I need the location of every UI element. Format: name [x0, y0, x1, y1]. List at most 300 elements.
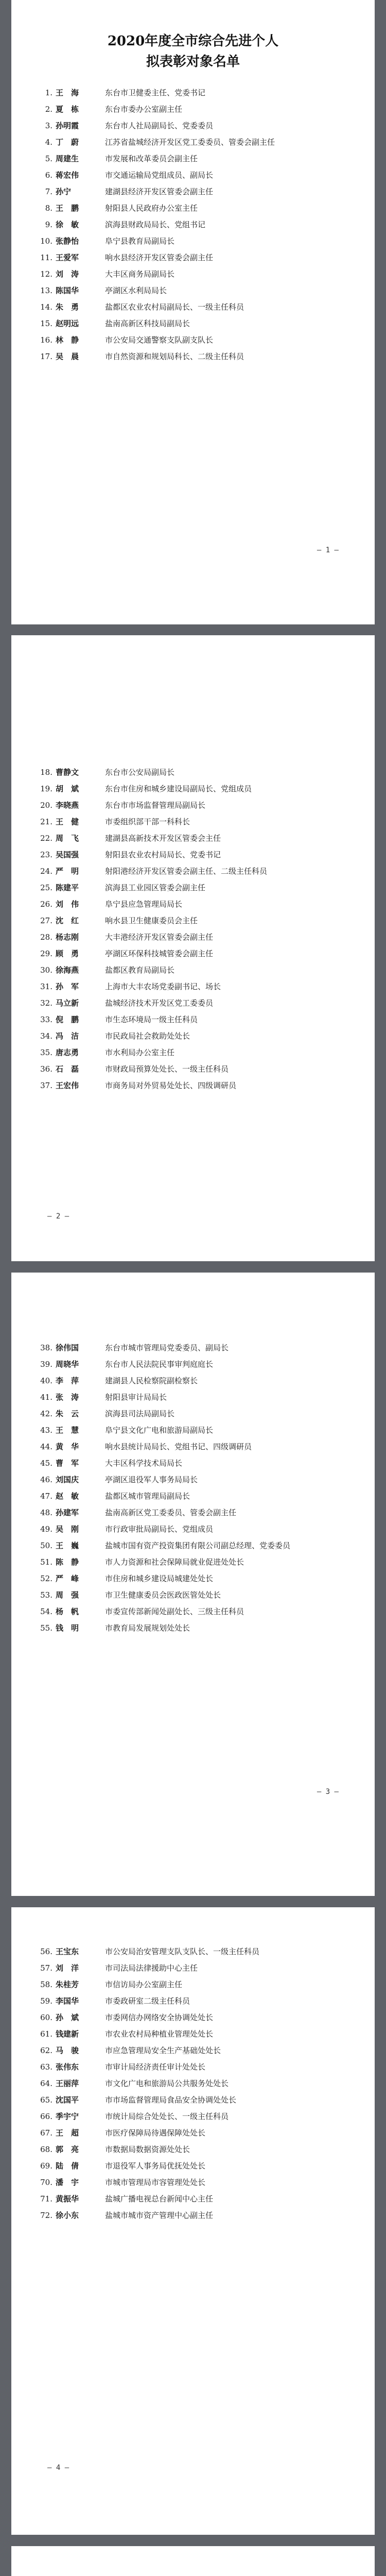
person-name: 黄振华	[56, 2194, 79, 2204]
list-item	[32, 1521, 354, 1537]
list-item	[32, 1976, 354, 1993]
person-role: 市住房和城乡建设局城建处处长	[105, 1574, 214, 1583]
list-item	[32, 1372, 354, 1389]
item-number: 59.	[40, 1996, 52, 2006]
list-item	[32, 233, 354, 249]
list-item	[32, 1620, 354, 1636]
item-number: 41.	[40, 1393, 52, 1402]
person-name: 张 涛	[56, 1393, 79, 1402]
item-number: 23.	[40, 850, 52, 859]
list-item	[32, 2158, 354, 2174]
person-role: 盐都区农业农村局副局长、一级主任科员	[105, 302, 244, 312]
name-list	[32, 1943, 354, 2224]
name-list	[32, 84, 354, 365]
item-number: 17.	[40, 352, 52, 361]
person-name: 石 磊	[56, 1064, 79, 1074]
person-name: 马 骏	[56, 2046, 79, 2055]
person-role: 市农业农村局种植业管理处处长	[105, 2029, 214, 2039]
person-name: 陈国华	[56, 286, 79, 295]
list-item	[32, 830, 354, 846]
person-name: 孙明霞	[56, 121, 79, 130]
person-name: 王 健	[56, 817, 79, 826]
list-item	[32, 315, 354, 332]
person-name: 林 静	[56, 335, 79, 345]
list-item	[32, 945, 354, 962]
person-name: 曹 军	[56, 1459, 79, 1468]
item-number: 57.	[40, 1963, 52, 1973]
person-role: 市审计局经济责任审计处处长	[105, 2062, 206, 2072]
list-item	[32, 1587, 354, 1603]
item-number: 44.	[40, 1442, 52, 1451]
person-role: 市委组织部干部一科科长	[105, 817, 190, 826]
list-item	[32, 134, 354, 150]
person-role: 市行政审批局副局长、党组成员	[105, 1524, 214, 1534]
person-name: 严 峰	[56, 1574, 79, 1583]
person-name: 刘国庆	[56, 1475, 79, 1484]
list-item	[32, 183, 354, 200]
person-name: 潘 宇	[56, 2178, 79, 2187]
list-item	[32, 846, 354, 863]
person-role: 亭湖区水利局局长	[105, 286, 167, 295]
person-name: 黄 华	[56, 1442, 79, 1451]
person-role: 阜宁县应急管理局局长	[105, 900, 183, 909]
item-number: 65.	[40, 2095, 52, 2105]
document-page-3	[11, 1273, 375, 1896]
person-role: 市自然资源和规划局科长、二级主任科员	[105, 352, 244, 361]
person-role: 滨海县司法局副局长	[105, 1409, 175, 1418]
person-role: 响水县经济开发区管委会副主任	[105, 253, 214, 262]
person-name: 王 海	[56, 88, 79, 97]
person-role: 市数据局数据资源处处长	[105, 2145, 190, 2154]
document-title: 2020年度全市综合先进个人	[107, 33, 279, 49]
person-role: 市信访局办公室副主任	[105, 1980, 183, 1989]
person-name: 杨志刚	[56, 933, 79, 942]
item-number: 14.	[40, 302, 52, 312]
item-number: 11.	[40, 253, 52, 262]
person-role: 亭湖区环保科技城管委会副主任	[105, 949, 214, 958]
person-role: 东台市城市管理局党委委员、副局长	[105, 1343, 229, 1352]
person-name: 孙宁	[56, 187, 72, 196]
person-role: 盐城经济技术开发区党工委委员	[105, 998, 214, 1008]
person-name: 周 强	[56, 1590, 79, 1600]
person-name: 沈 红	[56, 916, 79, 925]
list-item	[32, 299, 354, 315]
person-role: 响水县统计局局长、党组书记、四级调研员	[105, 1442, 252, 1451]
person-name: 陈 静	[56, 1557, 79, 1567]
name-list	[32, 1340, 354, 1636]
item-number: 5.	[45, 154, 52, 163]
person-name: 吴 刚	[56, 1524, 79, 1534]
person-role: 市城市管理局市容管理处处长	[105, 2178, 206, 2187]
list-item	[32, 2026, 354, 2042]
list-item	[32, 912, 354, 929]
person-name: 王 鹏	[56, 204, 79, 213]
document-page-2	[11, 635, 375, 1261]
item-number: 6.	[45, 171, 52, 180]
item-number: 20.	[40, 801, 52, 810]
person-role: 市统计局综合处处长、一级主任科员	[105, 2112, 229, 2121]
item-number: 27.	[40, 916, 52, 925]
person-name: 胡 斌	[56, 784, 79, 793]
person-role: 盐南高新区党工委委员、管委会副主任	[105, 1508, 237, 1517]
person-name: 孙 军	[56, 982, 79, 991]
list-item	[32, 1340, 354, 1356]
list-item	[32, 84, 354, 101]
person-role: 市财政局预算处处长、一级主任科员	[105, 1064, 229, 1074]
document-subtitle: 拟表彰对象名单	[146, 54, 240, 70]
list-item	[32, 1356, 354, 1372]
person-role: 市退役军人事务局优抚处处长	[105, 2161, 206, 2171]
document-page-5	[11, 2546, 375, 2576]
item-number: 15.	[40, 319, 52, 328]
person-name: 钱 明	[56, 1623, 79, 1633]
person-role: 市公安局治安管理支队支队长、一级主任科员	[105, 1947, 260, 1956]
item-number: 49.	[40, 1524, 52, 1534]
list-item	[32, 1537, 354, 1554]
list-item	[32, 332, 354, 348]
list-item	[32, 1603, 354, 1620]
list-item	[32, 1943, 354, 1960]
person-name: 孙建军	[56, 1508, 79, 1517]
list-item	[32, 1993, 354, 2009]
list-item	[32, 2207, 354, 2224]
person-role: 市人力资源和社会保障局就业促进处处长	[105, 1557, 244, 1567]
item-number: 45.	[40, 1459, 52, 1468]
person-name: 丁 蔚	[56, 138, 79, 147]
person-role: 建湖县经济开发区管委会副主任	[105, 187, 214, 196]
list-item	[32, 282, 354, 299]
list-item	[32, 2075, 354, 2092]
person-name: 王丽萍	[56, 2079, 79, 2088]
person-role: 亭湖区退役军人事务局局长	[105, 1475, 198, 1484]
person-name: 徐小东	[56, 2211, 79, 2220]
list-item	[32, 1488, 354, 1504]
person-role: 阜宁县教育局副局长	[105, 236, 175, 246]
item-number: 1.	[45, 88, 52, 97]
item-number: 52.	[40, 1574, 52, 1583]
person-role: 盐城市城市资产管理中心副主任	[105, 2211, 214, 2220]
item-number: 68.	[40, 2145, 52, 2154]
person-name: 蒋宏伟	[56, 171, 79, 180]
page-number: — 3 —	[317, 1788, 339, 1796]
list-item	[32, 2092, 354, 2108]
person-name: 徐伟国	[56, 1343, 79, 1352]
item-number: 69.	[40, 2161, 52, 2171]
list-item	[32, 781, 354, 797]
item-number: 32.	[40, 998, 52, 1008]
person-name: 李 萍	[56, 1376, 79, 1385]
item-number: 16.	[40, 335, 52, 345]
list-item	[32, 2059, 354, 2075]
item-number: 51.	[40, 1557, 52, 1567]
person-role: 东台市委办公室副主任	[105, 105, 183, 114]
person-role: 阜宁县文化广电和旅游局副局长	[105, 1426, 214, 1435]
document-page-1	[11, 0, 375, 624]
item-number: 4.	[45, 138, 52, 147]
person-role: 市发展和改革委员会副主任	[105, 154, 198, 163]
person-role: 市市场监督管理局食品安全协调处处长	[105, 2095, 237, 2105]
list-item	[32, 1028, 354, 1044]
list-item	[32, 266, 354, 282]
person-role: 射阳县审计局局长	[105, 1393, 167, 1402]
person-role: 滨海县财政局局长、党组书记	[105, 220, 206, 229]
item-number: 2.	[45, 105, 52, 114]
list-item	[32, 1438, 354, 1455]
list-item	[32, 216, 354, 233]
item-number: 24.	[40, 867, 52, 876]
person-name: 刘 涛	[56, 269, 79, 279]
item-number: 50.	[40, 1541, 52, 1550]
list-item	[32, 797, 354, 814]
person-role: 市公安局交通警察支队副支队长	[105, 335, 214, 345]
item-number: 60.	[40, 2013, 52, 2022]
list-item	[32, 863, 354, 879]
list-item	[32, 249, 354, 266]
list-item	[32, 200, 354, 216]
person-role: 东台市住房和城乡建设局副局长、党组成员	[105, 784, 252, 793]
item-number: 71.	[40, 2194, 52, 2204]
item-number: 13.	[40, 286, 52, 295]
person-name: 王 超	[56, 2128, 79, 2138]
person-name: 徐 敏	[56, 220, 79, 229]
person-role: 建湖县高新技术开发区管委会主任	[105, 834, 221, 843]
list-item	[32, 814, 354, 830]
item-number: 33.	[40, 1015, 52, 1024]
item-number: 9.	[45, 220, 52, 229]
person-name: 王宏伟	[56, 1081, 79, 1090]
person-name: 陈建平	[56, 883, 79, 892]
person-role: 市卫生健康委员会医政医管处处长	[105, 1590, 221, 1600]
person-role: 市医疗保障局待遇保障处处长	[105, 2128, 206, 2138]
item-number: 64.	[40, 2079, 52, 2088]
person-name: 周晓华	[56, 1360, 79, 1369]
person-name: 郭 亮	[56, 2145, 79, 2154]
list-item	[32, 2174, 354, 2191]
item-number: 56.	[40, 1947, 52, 1956]
person-name: 吴 晨	[56, 352, 79, 361]
person-name: 朱 云	[56, 1409, 79, 1418]
person-name: 王爱军	[56, 253, 79, 262]
item-number: 40.	[40, 1376, 52, 1385]
item-number: 18.	[40, 768, 52, 777]
person-role: 射阳县农业农村局局长、党委书记	[105, 850, 221, 859]
list-item	[32, 2191, 354, 2207]
person-role: 市生态环境局一级主任科员	[105, 1015, 198, 1024]
item-number: 7.	[45, 187, 52, 196]
item-number: 22.	[40, 834, 52, 843]
item-number: 62.	[40, 2046, 52, 2055]
person-role: 市民政局社会救助处处长	[105, 1031, 190, 1041]
person-name: 顾 勇	[56, 949, 79, 958]
list-item	[32, 1077, 354, 1094]
person-name: 朱 勇	[56, 302, 79, 312]
item-number: 67.	[40, 2128, 52, 2138]
item-number: 3.	[45, 121, 52, 130]
list-item	[32, 764, 354, 781]
person-name: 李晓燕	[56, 801, 79, 810]
person-role: 市委宣传部新闻处副处长、三级主任科员	[105, 1607, 244, 1616]
person-name: 王 慧	[56, 1426, 79, 1435]
page-number: — 1 —	[317, 546, 339, 554]
person-role: 大丰港经济开发区管委会副主任	[105, 933, 214, 942]
person-role: 东台市人社局副局长、党委委员	[105, 121, 214, 130]
name-list	[32, 764, 354, 1094]
person-role: 盐城广播电视总台新闻中心主任	[105, 2194, 214, 2204]
person-name: 冯 洁	[56, 1031, 79, 1041]
person-name: 张静怡	[56, 236, 79, 246]
item-number: 70.	[40, 2178, 52, 2187]
list-item	[32, 348, 354, 365]
person-name: 赵 敏	[56, 1492, 79, 1501]
item-number: 63.	[40, 2062, 52, 2072]
item-number: 19.	[40, 784, 52, 793]
person-name: 张伟东	[56, 2062, 79, 2072]
person-role: 盐城市国有资产投资集团有限公司副总经理、党委委员	[105, 1541, 291, 1550]
person-role: 东台市卫健委主任、党委书记	[105, 88, 206, 97]
list-item	[32, 929, 354, 945]
person-role: 东台市人民法院民事审判庭庭长	[105, 1360, 214, 1369]
person-role: 市应急管理局安全生产基础处处长	[105, 2046, 221, 2055]
list-item	[32, 1455, 354, 1471]
item-number: 72.	[40, 2211, 52, 2220]
list-item	[32, 1471, 354, 1488]
list-item	[32, 117, 354, 134]
item-number: 8.	[45, 204, 52, 213]
person-name: 徐海燕	[56, 965, 79, 975]
list-item	[32, 1504, 354, 1521]
person-name: 沈国平	[56, 2095, 79, 2105]
item-number: 38.	[40, 1343, 52, 1352]
person-name: 刘 洋	[56, 1963, 79, 1973]
person-name: 赵明远	[56, 319, 79, 328]
person-name: 唐志勇	[56, 1048, 79, 1057]
item-number: 53.	[40, 1590, 52, 1600]
list-item	[32, 101, 354, 117]
person-role: 市商务局对外贸易处处长、四级调研员	[105, 1081, 237, 1090]
item-number: 12.	[40, 269, 52, 279]
person-name: 周 飞	[56, 834, 79, 843]
person-name: 季宇宁	[56, 2112, 79, 2121]
list-item	[32, 962, 354, 978]
person-role: 射阳港经济开发区管委会副主任、二级主任科员	[105, 867, 268, 876]
person-role: 建湖县人民检察院副检察长	[105, 1376, 198, 1385]
person-role: 射阳县人民政府办公室主任	[105, 204, 198, 213]
person-role: 上海市大丰农场党委副书记、场长	[105, 982, 221, 991]
list-item	[32, 1044, 354, 1061]
list-item	[32, 896, 354, 912]
list-item	[32, 2141, 354, 2158]
person-name: 吴国强	[56, 850, 79, 859]
person-role: 盐都区城市管理局副局长	[105, 1492, 190, 1501]
list-item	[32, 2108, 354, 2125]
person-name: 王宝东	[56, 1947, 79, 1956]
item-number: 66.	[40, 2112, 52, 2121]
person-role: 市委政研室二级主任科员	[105, 1996, 190, 2006]
person-role: 市水利局办公室主任	[105, 1048, 175, 1057]
item-number: 25.	[40, 883, 52, 892]
list-item	[32, 2009, 354, 2026]
person-name: 李国华	[56, 1996, 79, 2006]
person-name: 刘 伟	[56, 900, 79, 909]
list-item	[32, 1422, 354, 1438]
person-role: 市文化广电和旅游局公共服务处处长	[105, 2079, 229, 2088]
item-number: 29.	[40, 949, 52, 958]
page-number: — 2 —	[47, 1212, 69, 1221]
item-number: 10.	[40, 236, 52, 246]
list-item	[32, 1960, 354, 1976]
item-number: 47.	[40, 1492, 52, 1501]
person-name: 王 巍	[56, 1541, 79, 1550]
list-item	[32, 1554, 354, 1570]
person-role: 东台市公安局副局长	[105, 768, 175, 777]
item-number: 26.	[40, 900, 52, 909]
list-item	[32, 2042, 354, 2059]
item-number: 21.	[40, 817, 52, 826]
person-name: 夏 栋	[56, 105, 79, 114]
person-name: 孙 斌	[56, 2013, 79, 2022]
person-name: 朱桂芳	[56, 1980, 79, 1989]
item-number: 35.	[40, 1048, 52, 1057]
item-number: 54.	[40, 1607, 52, 1616]
person-role: 江苏省盐城经济开发区党工委委员、管委会副主任	[105, 138, 275, 147]
person-name: 马立新	[56, 998, 79, 1008]
item-number: 42.	[40, 1409, 52, 1418]
person-name: 严 明	[56, 867, 79, 876]
list-item	[32, 1405, 354, 1422]
page-number: — 4 —	[47, 2464, 69, 2472]
item-number: 61.	[40, 2029, 52, 2039]
document-page-4	[11, 1907, 375, 2535]
list-item	[32, 978, 354, 995]
person-role: 市委网信办网络安全协调处处长	[105, 2013, 214, 2022]
person-role: 市教育局发展规划处处长	[105, 1623, 190, 1633]
person-role: 市司法局法律援助中心主任	[105, 1963, 198, 1973]
item-number: 36.	[40, 1064, 52, 1074]
item-number: 43.	[40, 1426, 52, 1435]
list-item	[32, 150, 354, 167]
person-role: 响水县卫生健康委员会主任	[105, 916, 198, 925]
person-role: 东台市市场监督管理局副局长	[105, 801, 206, 810]
person-name: 周建生	[56, 154, 79, 163]
item-number: 28.	[40, 933, 52, 942]
list-item	[32, 1570, 354, 1587]
list-item	[32, 167, 354, 183]
list-item	[32, 1011, 354, 1028]
item-number: 34.	[40, 1031, 52, 1041]
list-item	[32, 879, 354, 896]
item-number: 30.	[40, 965, 52, 975]
person-name: 陆 倩	[56, 2161, 79, 2171]
person-name: 倪 鹏	[56, 1015, 79, 1024]
list-item	[32, 2125, 354, 2141]
person-name: 钱建新	[56, 2029, 79, 2039]
list-item	[32, 995, 354, 1011]
item-number: 31.	[40, 982, 52, 991]
item-number: 37.	[40, 1081, 52, 1090]
person-name: 杨 帆	[56, 1607, 79, 1616]
item-number: 46.	[40, 1475, 52, 1484]
person-name: 曹静文	[56, 768, 79, 777]
item-number: 39.	[40, 1360, 52, 1369]
person-role: 盐南高新区科技局副局长	[105, 319, 190, 328]
item-number: 55.	[40, 1623, 52, 1633]
item-number: 48.	[40, 1508, 52, 1517]
item-number: 58.	[40, 1980, 52, 1989]
list-item	[32, 1389, 354, 1405]
person-role: 市交通运输局党组成员、副局长	[105, 171, 214, 180]
person-role: 盐都区教育局副局长	[105, 965, 175, 975]
person-role: 大丰区商务局副局长	[105, 269, 175, 279]
